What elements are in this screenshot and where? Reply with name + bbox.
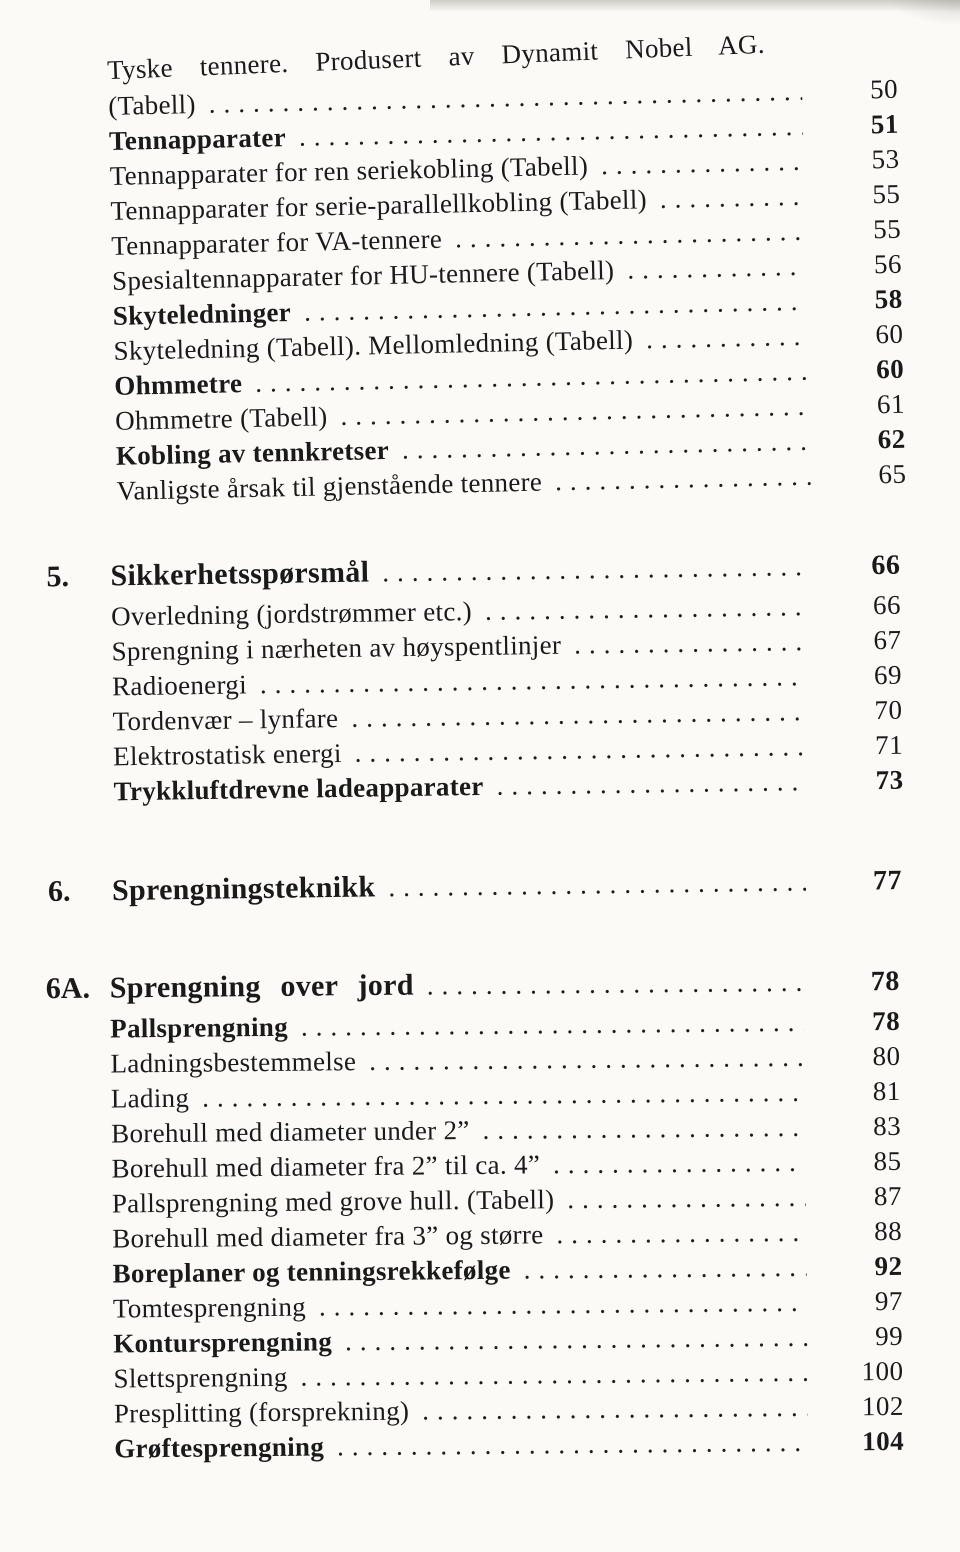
- scan-edge-shadow: [430, 0, 960, 12]
- section-number-spacer: [46, 1037, 110, 1038]
- entry-label: Kobling av tennkretser: [115, 434, 390, 471]
- entry-label: Tyske tennere. Produsert av Dynamit Nobel AG.: [106, 28, 766, 86]
- dot-leader: [332, 1320, 807, 1360]
- page-number: 73: [875, 764, 904, 796]
- section-number-spacer: [44, 79, 108, 82]
- section-number-spacer: [47, 1072, 111, 1073]
- page-number: 87: [873, 1180, 902, 1212]
- dot-leader: [561, 624, 806, 663]
- section-number-spacer: [48, 695, 112, 696]
- dot-leader: [472, 589, 806, 629]
- page-number: 61: [876, 388, 906, 420]
- section-number-spacer: [51, 430, 115, 431]
- entry-label: Skyteledninger: [112, 297, 292, 331]
- dot-leader: [510, 1250, 806, 1288]
- section-number-spacer: [49, 1352, 113, 1353]
- entry-label: Vanligste årsak til gjenstående tennere: [116, 466, 543, 506]
- entry-label: Spesialtennapparater for HU-tennere (Tabell): [111, 254, 615, 296]
- dot-leader: [588, 144, 804, 184]
- section-number-spacer: [48, 1212, 112, 1213]
- section-number-spacer: [48, 1247, 112, 1248]
- page-number: 69: [873, 659, 903, 691]
- section-number-spacer: [49, 730, 113, 731]
- entry-label: Trykkluftdrevne ladeapparater: [113, 770, 484, 807]
- dot-leader: [189, 1075, 805, 1116]
- page-number: 99: [875, 1320, 904, 1352]
- entry-label: Tennapparater for serie-parallellkobling (Tabell): [110, 184, 648, 226]
- page-number: 78: [870, 965, 900, 998]
- page-number: 55: [872, 213, 902, 245]
- page-number: 55: [872, 178, 901, 210]
- dot-leader: [369, 544, 805, 594]
- dot-leader: [542, 459, 811, 500]
- entry-label: Lading: [110, 1082, 190, 1114]
- toc-row: [46, 959, 900, 1012]
- entry-label: Boreplaner og tenningsrekkefølge: [112, 1254, 511, 1289]
- section-number-spacer: [48, 660, 112, 661]
- entry-label: Radioenergi: [111, 669, 248, 702]
- page-number: 104: [862, 1425, 905, 1457]
- section-number-spacer: [49, 325, 113, 326]
- section-number-spacer: [45, 150, 109, 151]
- toc-block-tennere-og-tennapparater: [43, 28, 907, 511]
- section-number-spacer: [51, 395, 115, 396]
- toc-block-sprengningsteknikk: [48, 858, 903, 915]
- dot-leader: [614, 249, 806, 288]
- dot-leader: [543, 1215, 806, 1253]
- page-number: 66: [871, 549, 901, 582]
- page-number: 58: [874, 283, 903, 315]
- entry-label: Kontursprengning: [113, 1326, 333, 1359]
- entry-label: Grøftesprengning: [114, 1431, 325, 1464]
- section-number-spacer: [49, 1282, 113, 1283]
- section-number-spacer: [50, 1422, 114, 1423]
- entry-label: Pallsprengning: [110, 1011, 289, 1044]
- chapter-title: Sprengningsteknikk: [111, 870, 376, 908]
- page-number: 51: [870, 108, 900, 140]
- table-of-contents: [0, 28, 960, 1464]
- page-number: 66: [872, 589, 902, 621]
- page-number: 62: [877, 423, 907, 455]
- section-number-spacer: [46, 185, 110, 186]
- section-number: 6.: [47, 874, 71, 908]
- entry-label: Overledning (jordstrømmer etc.): [110, 596, 473, 632]
- section-number-spacer: [47, 625, 111, 626]
- page-number: 71: [874, 729, 904, 761]
- entry-label: (Tabell): [107, 89, 197, 121]
- entry-label: Ohmmetre (Tabell): [114, 401, 328, 436]
- toc-block-sikkerhetssporsmal: [46, 543, 904, 811]
- section-number-spacer: [50, 1387, 114, 1388]
- dot-leader: [483, 764, 808, 804]
- page-number: 65: [878, 458, 907, 490]
- section-number-spacer: [47, 1107, 111, 1108]
- page-number: 83: [873, 1110, 902, 1142]
- entry-label: Presplitting (forsprekning): [113, 1395, 410, 1429]
- entry-label: Ladningsbestemmelse: [110, 1046, 357, 1079]
- page-number: 67: [873, 624, 902, 656]
- dot-leader: [375, 859, 806, 909]
- entry-label: Tennapparater: [108, 122, 287, 156]
- section-number-spacer: [50, 800, 114, 801]
- entry-label: Borehull med diameter fra 3” og større: [112, 1219, 544, 1254]
- dot-leader: [356, 1040, 805, 1079]
- chapter-title: Sikkerhetsspørsmål: [110, 555, 370, 593]
- section-number: 5.: [46, 560, 70, 594]
- section-number-spacer: [48, 290, 112, 291]
- page-number: 92: [874, 1250, 903, 1282]
- entry-label: Borehull med diameter under 2”: [111, 1115, 470, 1149]
- page-number: 97: [874, 1285, 904, 1317]
- entry-label: Borehull med diameter fra 2” til ca. 4”: [111, 1149, 541, 1184]
- section-number-spacer: [48, 255, 112, 256]
- section-number-spacer: [50, 1457, 114, 1458]
- dot-leader: [306, 1285, 807, 1325]
- page-number: 100: [861, 1355, 904, 1387]
- entry-label: Sprengning i nærheten av høyspentlinjer: [111, 629, 562, 667]
- page-number: 81: [872, 1075, 901, 1107]
- page-number: 60: [875, 318, 904, 350]
- section-number-spacer: [49, 765, 113, 766]
- entry-label: Tordenvær – lynfare: [112, 703, 339, 737]
- page-number: 85: [873, 1145, 902, 1177]
- entry-label: Slettsprengning: [113, 1361, 288, 1394]
- section-number-spacer: [47, 220, 111, 221]
- dot-leader: [287, 1355, 807, 1395]
- dot-leader: [633, 319, 808, 358]
- page-number: 50: [869, 73, 899, 105]
- page-number: 77: [872, 865, 903, 897]
- section-number-spacer: [50, 360, 114, 361]
- entry-label: Tennapparater for ren seriekobling (Tabell): [109, 150, 589, 191]
- toc-row: [48, 858, 903, 915]
- dot-leader: [554, 1180, 806, 1217]
- section-number-spacer: [52, 465, 116, 466]
- page-number: 88: [874, 1215, 903, 1247]
- page-number: 80: [872, 1040, 901, 1072]
- entry-label: Tennapparater for VA-tennere: [110, 223, 443, 261]
- page-number: 60: [875, 353, 905, 385]
- page-number: 70: [874, 694, 903, 726]
- section-number-spacer: [44, 115, 108, 116]
- dot-leader: [409, 1390, 808, 1429]
- dot-leader: [646, 179, 804, 217]
- chapter-title: Sprengning over jord: [109, 968, 414, 1005]
- scan-corner-shadow: [890, 0, 960, 26]
- entry-label: Elektrostatisk energi: [112, 737, 342, 772]
- section-number-spacer: [47, 1142, 111, 1143]
- entry-label: Skyteledning (Tabell). Mellomledning (Tabell): [113, 324, 634, 366]
- section-number-spacer: [49, 1317, 113, 1318]
- toc-row: [50, 1424, 904, 1467]
- dot-leader: [469, 1110, 805, 1148]
- entry-label: Pallsprengning med grove hull. (Tabell): [111, 1184, 555, 1219]
- dot-leader: [288, 1005, 805, 1045]
- page-number: 53: [871, 143, 900, 175]
- entry-label: Ohmmetre: [114, 368, 243, 401]
- section-number: 6A.: [45, 971, 91, 1006]
- page-number: 78: [872, 1005, 901, 1037]
- toc-block-sprengning-over-jord: [46, 959, 905, 1467]
- section-number-spacer: [53, 500, 117, 501]
- section-number-spacer: [48, 1177, 112, 1178]
- page-number: 56: [873, 248, 903, 280]
- page-number: 102: [861, 1390, 905, 1422]
- dot-leader: [414, 960, 804, 1008]
- dot-leader: [540, 1145, 806, 1183]
- dot-leader: [324, 1425, 809, 1465]
- entry-label: Tomtesprengning: [112, 1291, 307, 1324]
